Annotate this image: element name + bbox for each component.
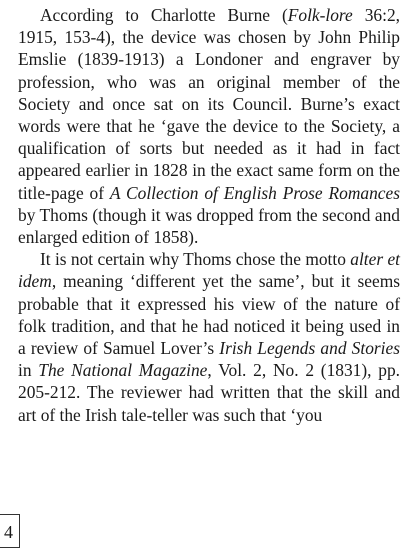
text-run: by Thoms (though it was dropped from the second and enlarged edition of 1858). xyxy=(18,204,400,248)
italic-magazine-title: The National Magazine xyxy=(38,360,208,381)
text-run: 36:2, 1915, 153-4), the device was chosen by John Philip Emslie (1839-1913) a Londoner and engraver by profession, who was an original member of the Society and once sat on its Council. Burne’s exact words were that he ‘gave the device to the Society, a qualification of sorts but needed as it had in fact appeared earlier in 1828 in the exact same form on the title-page of xyxy=(18,5,400,203)
paragraph-motto xyxy=(18,248,400,426)
italic-book-title: A Collection of English Prose Romances xyxy=(109,182,400,203)
text-run: It is not certain why Thoms chose the motto xyxy=(40,249,351,270)
italic-journal-title: Folk-lore xyxy=(287,5,353,25)
italic-book-title: Irish Legends and Stories xyxy=(219,338,400,359)
text-run: , meaning ‘different yet the same’, but it seems probable that it expressed his view of the nature of folk tradition, and that he had noticed it being used in a review of Samuel Lover’s xyxy=(18,271,400,359)
document-page xyxy=(18,4,400,426)
paragraph-burne-device xyxy=(18,4,400,248)
italic-motto: alter et idem xyxy=(18,249,400,292)
text-run: in xyxy=(18,360,39,381)
text-run: , Vol. 2, No. 2 (1831), pp. 205-212. The reviewer had written that the skill and art of the Irish tale-teller was such that ‘you xyxy=(18,360,401,425)
text-run: According to Charlotte Burne ( xyxy=(40,5,288,25)
page-number: 4 xyxy=(0,514,20,548)
